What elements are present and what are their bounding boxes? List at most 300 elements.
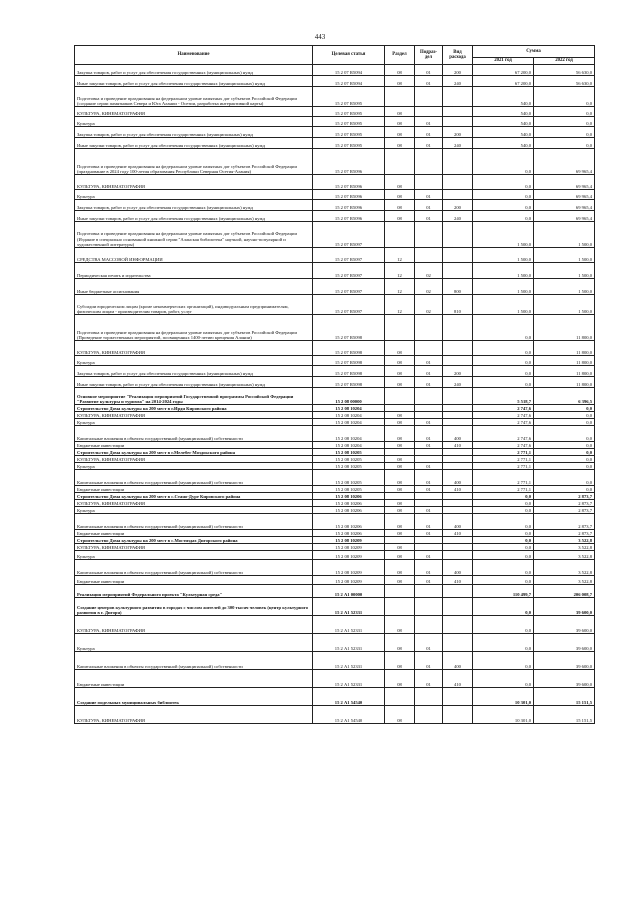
row-expense-type [443,356,473,366]
row-section: 08 [385,514,415,530]
table-row [75,670,595,688]
row-sum-2022: 2 873,7 [534,493,595,500]
row-name: Бюджетные инвестиции [75,442,313,449]
row-section: 08 [385,551,415,560]
row-subsection [415,149,443,175]
row-sum-2021: 0,0 [473,493,534,500]
row-name: Строительство Дома культуры на 200 мест в г.Ирдн Кировского района [75,405,313,412]
table-row [75,149,595,175]
table-row [75,107,595,117]
row-expense-type [443,315,473,341]
row-sum-2021: 540,0 [473,117,534,127]
row-expense-type: 400 [443,560,473,576]
row-expense-type: 240 [443,377,473,388]
row-section: 08 [385,670,415,688]
table-row [75,175,595,190]
row-sum-2022: 39 600,0 [534,652,595,670]
row-sum-2022: 0,0 [534,419,595,426]
table-row [75,138,595,149]
row-sum-2022: 69 965,4 [534,190,595,200]
table-row [75,295,595,315]
table-row [75,544,595,551]
row-code: 15 2 07 R5098 [313,341,385,356]
row-name: СРЕДСТВА МАССОВОЙ ИНФОРМАЦИИ [75,248,313,263]
row-name: Бюджетные инвестиции [75,486,313,493]
row-expense-type [443,263,473,279]
row-code: 15 2 08 10209 [313,551,385,560]
row-section: 08 [385,211,415,222]
row-code: 15 2 07 R5096 [313,190,385,200]
row-expense-type [443,544,473,551]
row-code: 15 2 А1 00000 [313,585,385,598]
table-row [75,87,595,107]
row-code: 15 2 07 R5097 [313,279,385,295]
row-section: 08 [385,76,415,87]
row-sum-2021: 67 200,0 [473,76,534,87]
row-sum-2021: 0,0 [473,530,534,537]
row-code: 15 2 08 10205 [313,463,385,470]
row-sum-2021: 2 747,6 [473,442,534,449]
row-subsection [415,315,443,341]
row-sum-2022: 0,0 [534,442,595,449]
row-expense-type: 410 [443,670,473,688]
row-sum-2022: 0,0 [534,426,595,442]
table-row [75,470,595,486]
row-sum-2022: 0,0 [534,463,595,470]
row-sum-2021: 0,0 [473,149,534,175]
row-section: 08 [385,500,415,507]
row-subsection: 01 [415,426,443,442]
row-subsection [415,456,443,463]
row-sum-2022: 39 600,0 [534,634,595,652]
table-body [75,65,595,724]
row-sum-2021: 540,0 [473,138,534,149]
row-sum-2021: 67 200,0 [473,65,534,76]
row-name: Закупка товаров, работ и услуг для обеспечения государственных (муниципальных) нужд [75,200,313,211]
row-sum-2021: 0,0 [473,652,534,670]
row-sum-2022: 1 500,0 [534,263,595,279]
row-sum-2021: 2 747,6 [473,426,534,442]
row-sum-2021: 0,0 [473,634,534,652]
row-code: 15 2 08 10205 [313,486,385,493]
row-subsection: 01 [415,507,443,514]
row-expense-type [443,117,473,127]
table-row [75,530,595,537]
row-name: КУЛЬТУРА, КИНЕМАТОГРАФИЯ [75,456,313,463]
row-section [385,405,415,412]
table-row [75,537,595,544]
row-code: 15 2 07 R5094 [313,76,385,87]
row-section: 08 [385,138,415,149]
row-expense-type [443,598,473,616]
row-sum-2021: 0,0 [473,211,534,222]
table-row [75,576,595,585]
row-subsection [415,500,443,507]
row-code: 15 2 07 R5095 [313,127,385,138]
row-section: 08 [385,426,415,442]
row-code: 15 2 07 R5095 [313,138,385,149]
row-section: 08 [385,412,415,419]
row-sum-2021: 2 747,6 [473,412,534,419]
table-row [75,442,595,449]
table-row [75,634,595,652]
row-sum-2022: 0,0 [534,127,595,138]
row-subsection [415,537,443,544]
row-expense-type [443,419,473,426]
row-expense-type [443,493,473,500]
row-expense-type: 200 [443,127,473,138]
row-subsection [415,585,443,598]
row-section: 08 [385,560,415,576]
row-code: 15 2 08 00000 [313,388,385,405]
row-sum-2021: 0,0 [473,616,534,634]
table-row [75,616,595,634]
table-row [75,449,595,456]
row-name: Строительство Дома культуры на 200 мест в с.Стано-Дуре Кировского района [75,493,313,500]
row-section: 08 [385,652,415,670]
row-section: 08 [385,507,415,514]
header-sum: Сумма [473,46,595,58]
row-expense-type [443,107,473,117]
row-expense-type: 400 [443,652,473,670]
row-expense-type: 240 [443,138,473,149]
table-row [75,190,595,200]
row-subsection: 01 [415,76,443,87]
row-subsection: 01 [415,419,443,426]
row-section [385,149,415,175]
row-sum-2021: 1 500,0 [473,263,534,279]
row-name: Строительство Дома культуры на 200 мест в с.Мостиздах Дигорского района [75,537,313,544]
row-expense-type [443,449,473,456]
row-expense-type [443,248,473,263]
row-sum-2022: 0,0 [534,486,595,493]
row-code: 15 2 08 10204 [313,426,385,442]
row-sum-2022: 3 522,8 [534,537,595,544]
row-section: 08 [385,463,415,470]
row-expense-type: 400 [443,514,473,530]
table-row [75,560,595,576]
table-row [75,315,595,341]
row-name: КУЛЬТУРА, КИНЕМАТОГРАФИЯ [75,412,313,419]
row-expense-type [443,341,473,356]
row-subsection: 01 [415,190,443,200]
table-row [75,211,595,222]
row-expense-type [443,507,473,514]
row-code: 15 2 07 R5095 [313,107,385,117]
row-code: 15 2 07 R5096 [313,200,385,211]
row-name: Иные закупки товаров, работ и услуг для обеспечения государственных (муниципальных) нужд [75,377,313,388]
row-sum-2021: 2 771,1 [473,449,534,456]
row-name: Реализация мероприятий Федерального проекта "Культурная среда" [75,585,313,598]
row-sum-2022: 39 600,0 [534,670,595,688]
row-name: Периодическая печать и издательства [75,263,313,279]
row-sum-2022: 3 522,8 [534,576,595,585]
row-name: КУЛЬТУРА, КИНЕМАТОГРАФИЯ [75,107,313,117]
row-sum-2022: 11 800,0 [534,377,595,388]
row-sum-2022: 0,0 [534,405,595,412]
table-row [75,222,595,248]
row-name: Капитальные вложения в объекты государственной (муниципальной) собственности [75,426,313,442]
row-sum-2022: 3 522,8 [534,551,595,560]
row-sum-2022: 206 008,7 [534,585,595,598]
row-expense-type: 410 [443,576,473,585]
row-code: 15 2 А1 54540 [313,688,385,706]
row-sum-2021: 0,0 [473,544,534,551]
table-row [75,551,595,560]
row-name: Закупка товаров, работ и услуг для обеспечения государственных (муниципальных) нужд [75,127,313,138]
row-code: 15 2 08 10209 [313,576,385,585]
table-row [75,419,595,426]
row-sum-2022: 2 873,7 [534,530,595,537]
row-sum-2022: 15 151,5 [534,706,595,724]
row-sum-2021: 2 771,1 [473,470,534,486]
row-expense-type [443,616,473,634]
table-row [75,652,595,670]
row-name: Субсидии юридическим лицам (кроме некоммерческих организаций), индивидуальным предпринимателям, физическим лицам - производителям товаров, работ, услуг [75,295,313,315]
table-row [75,412,595,419]
row-expense-type [443,222,473,248]
row-sum-2022: 2 873,7 [534,507,595,514]
row-code: 15 2 07 R5097 [313,222,385,248]
row-subsection [415,87,443,107]
row-code: 15 2 08 10206 [313,500,385,507]
row-sum-2021: 0,0 [473,598,534,616]
table-row [75,356,595,366]
row-sum-2022: 3 522,8 [534,560,595,576]
row-sum-2021: 0,0 [473,377,534,388]
row-expense-type: 810 [443,295,473,315]
row-sum-2022: 11 800,0 [534,366,595,377]
row-code: 15 2 07 R5098 [313,377,385,388]
row-subsection: 01 [415,356,443,366]
row-sum-2022: 69 965,4 [534,200,595,211]
table-row [75,514,595,530]
row-sum-2022: 0,0 [534,470,595,486]
row-sum-2022: 0,0 [534,449,595,456]
row-code: 15 2 А1 52331 [313,634,385,652]
row-subsection [415,341,443,356]
row-sum-2021: 0,0 [473,670,534,688]
row-section: 08 [385,442,415,449]
row-code: 15 2 07 R5098 [313,356,385,366]
row-subsection: 01 [415,463,443,470]
row-subsection: 01 [415,377,443,388]
row-name: Иные бюджетные ассигнования [75,279,313,295]
row-sum-2022: 2 873,7 [534,500,595,507]
header-year-2021: 2021 год [473,58,534,65]
row-sum-2022: 1 500,0 [534,222,595,248]
row-section: 08 [385,706,415,724]
row-sum-2022: 0,0 [534,412,595,419]
row-code: 15 2 07 R5097 [313,295,385,315]
row-section: 08 [385,616,415,634]
row-sum-2021: 2 771,1 [473,456,534,463]
row-name: КУЛЬТУРА, КИНЕМАТОГРАФИЯ [75,500,313,507]
row-subsection [415,688,443,706]
row-subsection [415,248,443,263]
row-sum-2021: 0,0 [473,356,534,366]
row-subsection: 01 [415,117,443,127]
row-code: 15 2 07 R5094 [313,65,385,76]
row-sum-2021: 0,0 [473,500,534,507]
row-section: 08 [385,377,415,388]
table-row [75,585,595,598]
row-name: Культура [75,190,313,200]
budget-table [74,45,595,724]
row-section: 08 [385,107,415,117]
row-expense-type: 240 [443,76,473,87]
row-name: Подготовка и проведение празднования на федеральном уровне памятных дат субъектов Российской Федерации (празднование в 2024 году 100-летия образования Республики Северная Осетия-Алания) [75,149,313,175]
table-row [75,76,595,87]
table-row [75,507,595,514]
table-row [75,200,595,211]
row-name: Капитальные вложения в объекты государственной (муниципальной) собственности [75,560,313,576]
row-section [385,493,415,500]
row-section: 08 [385,366,415,377]
row-sum-2022: 1 500,0 [534,279,595,295]
row-code: 15 2 08 10206 [313,493,385,500]
row-sum-2022: 1 500,0 [534,248,595,263]
row-sum-2021: 2 771,1 [473,463,534,470]
row-expense-type: 240 [443,211,473,222]
row-expense-type [443,706,473,724]
row-sum-2022: 6 396,5 [534,388,595,405]
row-subsection [415,222,443,248]
row-name: КУЛЬТУРА, КИНЕМАТОГРАФИЯ [75,175,313,190]
table-row [75,463,595,470]
row-code: 15 2 07 R5096 [313,175,385,190]
row-subsection: 01 [415,200,443,211]
row-expense-type: 400 [443,426,473,442]
row-sum-2021: 2 747,6 [473,419,534,426]
row-section: 08 [385,65,415,76]
row-subsection: 01 [415,634,443,652]
row-subsection: 01 [415,211,443,222]
table-row [75,706,595,724]
table-row [75,248,595,263]
row-section: 12 [385,263,415,279]
row-name: КУЛЬТУРА, КИНЕМАТОГРАФИЯ [75,341,313,356]
row-name: Иные закупки товаров, работ и услуг для обеспечения государственных (муниципальных) нужд [75,76,313,87]
row-subsection: 01 [415,560,443,576]
row-name: Капитальные вложения в объекты государственной (муниципальной) собственности [75,514,313,530]
row-section: 08 [385,175,415,190]
row-section: 12 [385,248,415,263]
row-name: Подготовка и проведение празднования на федеральном уровне памятных дат субъектов Российской Федерации (Проведение торжественных мероприятий, посвященных 1400-летию крещения Алании) [75,315,313,341]
row-subsection [415,412,443,419]
row-subsection [415,598,443,616]
row-sum-2021: 540,0 [473,87,534,107]
row-name: КУЛЬТУРА, КИНЕМАТОГРАФИЯ [75,616,313,634]
row-section [385,449,415,456]
row-name: Культура [75,551,313,560]
table-row [75,598,595,616]
row-sum-2021: 2 771,1 [473,486,534,493]
row-sum-2022: 69 965,4 [534,211,595,222]
row-section: 08 [385,341,415,356]
row-expense-type [443,190,473,200]
row-sum-2022: 0,0 [534,117,595,127]
row-sum-2021: 0,0 [473,507,534,514]
row-expense-type [443,175,473,190]
row-sum-2021: 0,0 [473,315,534,341]
row-expense-type [443,456,473,463]
row-subsection: 01 [415,65,443,76]
row-expense-type [443,537,473,544]
row-sum-2022: 0,0 [534,138,595,149]
row-name: Иные закупки товаров, работ и услуг для обеспечения государственных (муниципальных) нужд [75,138,313,149]
row-sum-2021: 1 500,0 [473,295,534,315]
row-code: 15 2 08 10205 [313,470,385,486]
row-sum-2021: 0,0 [473,514,534,530]
row-sum-2022: 11 800,0 [534,315,595,341]
row-subsection [415,449,443,456]
row-code: 15 2 А1 54540 [313,706,385,724]
header-section: Раздел [385,46,415,65]
row-code: 15 2 08 10206 [313,514,385,530]
row-name: Бюджетные инвестиции [75,670,313,688]
row-section [385,688,415,706]
row-subsection [415,405,443,412]
row-code: 15 2 08 10204 [313,419,385,426]
row-name: Иные закупки товаров, работ и услуг для обеспечения государственных (муниципальных) нужд [75,211,313,222]
row-code: 15 2 08 10205 [313,456,385,463]
row-name: Создание центров культурного развития в городах с числом жителей до 300 тысяч человек (центр культурного развития в г. Дигоря) [75,598,313,616]
header-name: Наименование [75,46,313,65]
row-name: Закупка товаров, работ и услуг для обеспечения государственных (муниципальных) нужд [75,65,313,76]
row-section: 08 [385,200,415,211]
row-subsection: 01 [415,530,443,537]
row-section [385,585,415,598]
row-section: 08 [385,127,415,138]
row-code: 15 2 08 10205 [313,449,385,456]
row-sum-2022: 39 600,0 [534,598,595,616]
row-code: 15 2 08 10206 [313,530,385,537]
table-row [75,341,595,356]
row-code: 15 2 07 R5098 [313,366,385,377]
row-subsection: 02 [415,295,443,315]
table-row [75,377,595,388]
row-section: 08 [385,356,415,366]
row-code: 15 2 08 10204 [313,412,385,419]
row-subsection: 01 [415,138,443,149]
row-subsection: 01 [415,551,443,560]
row-sum-2022: 1 500,0 [534,295,595,315]
row-name: Культура [75,507,313,514]
row-expense-type [443,585,473,598]
row-sum-2022: 69 965,4 [534,175,595,190]
row-code: 15 2 07 R5098 [313,315,385,341]
row-expense-type [443,412,473,419]
row-code: 15 2 А1 52331 [313,670,385,688]
row-sum-2021: 1 500,0 [473,222,534,248]
table-row [75,65,595,76]
row-sum-2022: 3 522,8 [534,544,595,551]
row-subsection: 01 [415,366,443,377]
row-section [385,222,415,248]
row-subsection: 01 [415,576,443,585]
row-section [385,87,415,107]
row-sum-2021: 1 500,0 [473,248,534,263]
row-code: 15 2 07 R5095 [313,117,385,127]
row-code: 15 2 07 R5097 [313,248,385,263]
row-code: 15 2 07 R5095 [313,87,385,107]
row-section: 08 [385,117,415,127]
row-sum-2022: 2 873,7 [534,514,595,530]
row-name: КУЛЬТУРА, КИНЕМАТОГРАФИЯ [75,706,313,724]
row-name: Культура [75,117,313,127]
table-row [75,405,595,412]
